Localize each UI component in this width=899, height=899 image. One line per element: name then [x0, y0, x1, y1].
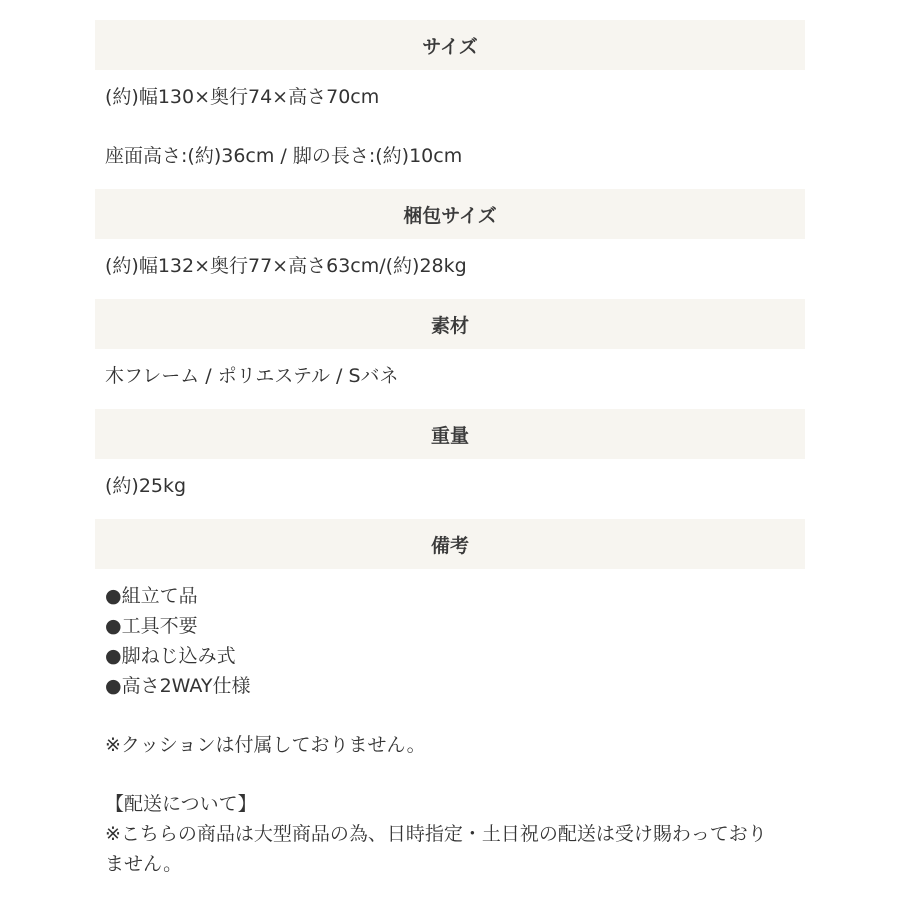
delivery-note-line2: ません。 — [105, 853, 183, 875]
material-body — [95, 349, 805, 409]
weight-header: 重量 — [95, 409, 805, 459]
spec-row-package-size — [95, 189, 805, 299]
spec-row-notes — [95, 519, 805, 889]
spec-row-weight — [95, 409, 805, 519]
weight-body — [95, 459, 805, 519]
material-header: 素材 — [95, 299, 805, 349]
delivery-note-line1: ※こちらの商品は大型商品の為、日時指定・土日祝の配送は受け賜わっており — [105, 823, 767, 845]
notes-bullet-item: ●組立て品 — [105, 585, 198, 607]
spec-table — [95, 20, 805, 889]
size-body — [95, 70, 805, 189]
package-size-header: 梱包サイズ — [95, 189, 805, 239]
notes-header: 備考 — [95, 519, 805, 569]
package-size-dimensions: (約)幅132×奥行77×高さ63cm/(約)28kg — [105, 255, 467, 277]
weight-value: (約)25kg — [105, 475, 187, 497]
size-header: サイズ — [95, 20, 805, 70]
spec-row-size — [95, 20, 805, 189]
size-dimensions: (約)幅130×奥行74×高さ70cm — [105, 86, 380, 108]
notes-bullet-list — [105, 581, 795, 701]
material-value: 木フレーム / ポリエステル / Sバネ — [105, 365, 399, 387]
spec-row-material — [95, 299, 805, 409]
size-seat-height: 座面高さ:(約)36cm / 脚の長さ:(約)10cm — [105, 145, 463, 167]
package-size-body — [95, 239, 805, 299]
notes-bullet-item: ●脚ねじ込み式 — [105, 645, 236, 667]
cushion-note: ※クッションは付属しておりません。 — [105, 734, 426, 756]
notes-bullet-item: ●高さ2WAY仕様 — [105, 675, 251, 697]
notes-body — [95, 569, 805, 889]
delivery-title: 【配送について】 — [105, 793, 257, 815]
notes-bullet-item: ●工具不要 — [105, 615, 198, 637]
